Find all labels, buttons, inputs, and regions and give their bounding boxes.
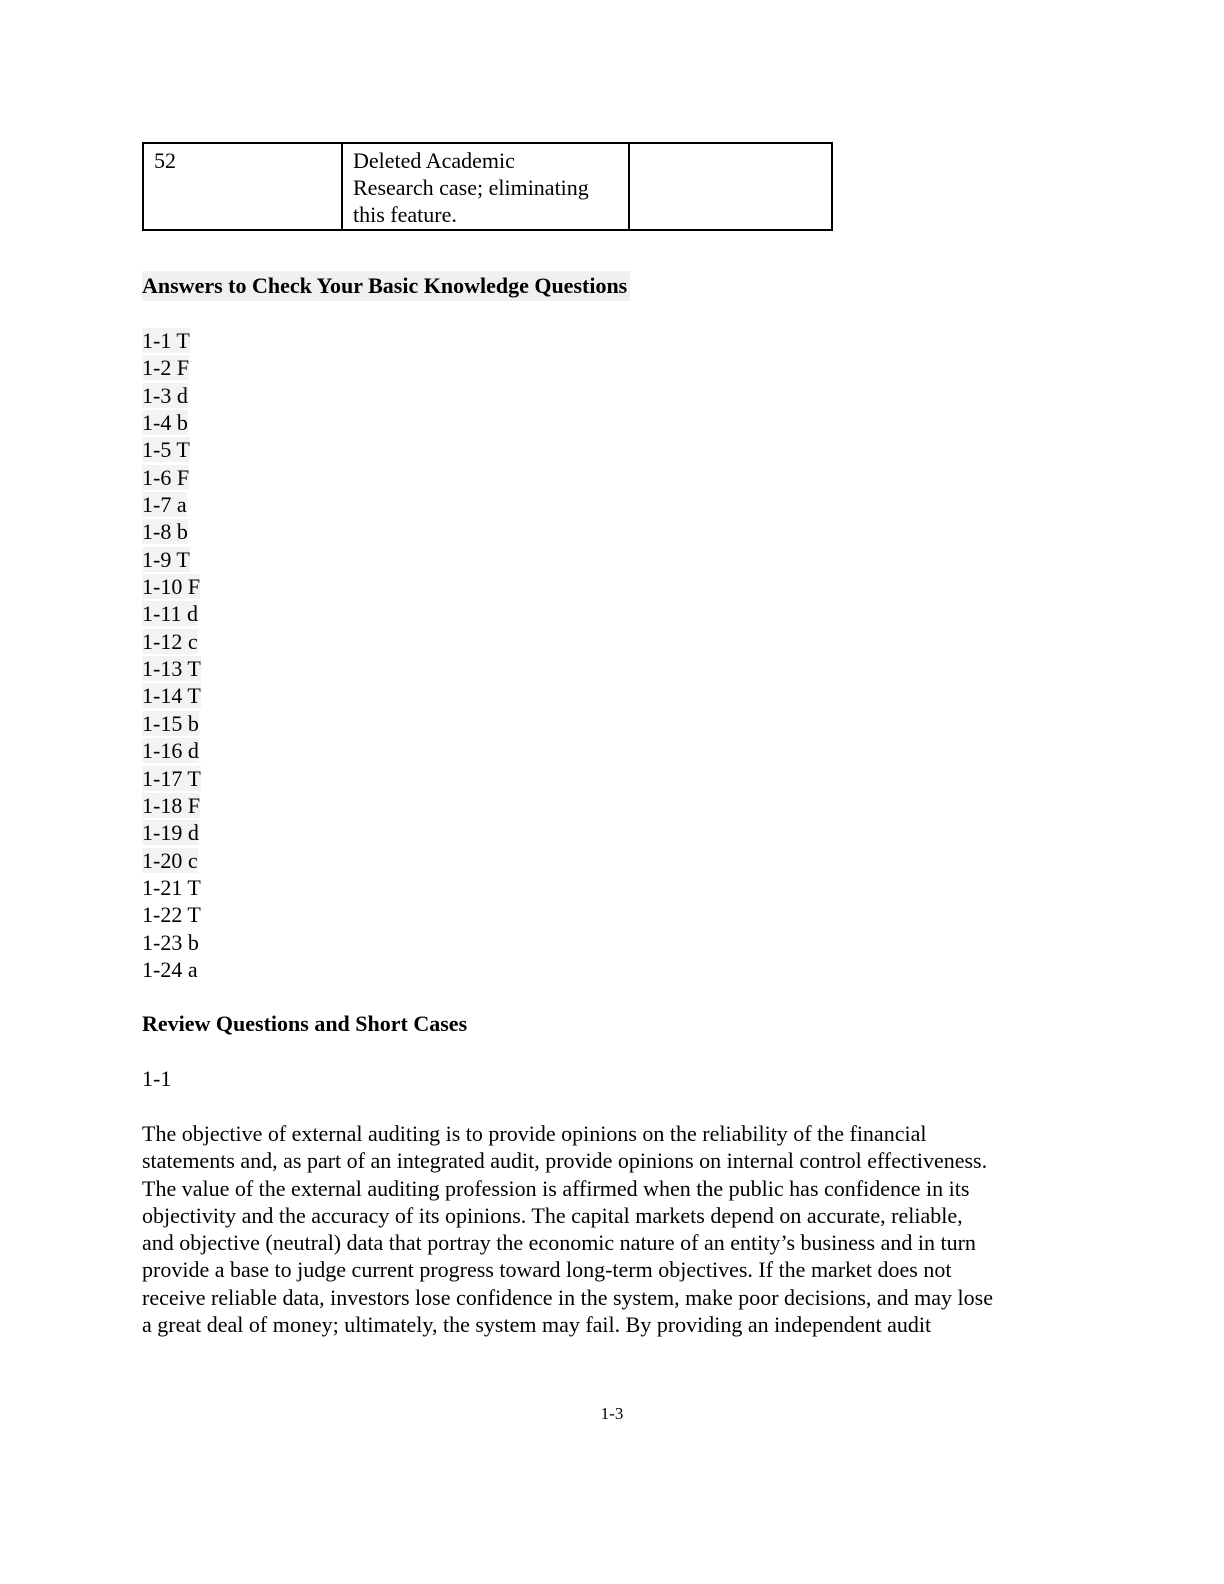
list-item: [142, 792, 201, 819]
list-item: [142, 491, 201, 518]
paragraph-line: a great deal of money; ultimately, the system may fail. By providing an independent audit: [142, 1312, 932, 1338]
list-item: [142, 436, 201, 463]
cell-line: Deleted Academic: [353, 148, 515, 173]
answer-text: 1-15 b: [142, 710, 199, 736]
table-cell-number: [143, 143, 342, 230]
list-item: [142, 710, 201, 737]
paragraph-line: receive reliable data, investors lose confidence in the system, make poor decisions, and may lose: [142, 1284, 993, 1310]
list-item: [142, 929, 201, 956]
answer-text: 1-7 a: [142, 492, 187, 518]
answer-text: 1-5 T: [142, 437, 190, 463]
review-heading: Review Questions and Short Cases: [142, 1011, 468, 1036]
paragraph-line: The objective of external auditing is to provide opinions on the reliability of the financial: [142, 1121, 927, 1146]
table-cell-empty: [629, 143, 832, 230]
answer-text: 1-20 c: [142, 847, 198, 873]
answers-heading: Answers to Check Your Basic Knowledge Questions: [142, 271, 630, 301]
answer-text: 1-2 F: [142, 355, 190, 381]
list-item: [142, 518, 201, 545]
cell-line: this feature.: [353, 202, 457, 227]
list-item: [142, 382, 201, 409]
answer-text: 1-13 T: [142, 656, 201, 682]
answer-text: 1-14 T: [142, 683, 201, 709]
list-item: [142, 409, 201, 436]
answer-text: 1-24 a: [142, 956, 198, 982]
list-item: [142, 847, 201, 874]
cell-text: 52: [154, 148, 176, 173]
answer-text: 1-12 c: [142, 628, 198, 654]
answer-text: 1-17 T: [142, 765, 201, 791]
list-item: [142, 546, 201, 573]
list-item: [142, 464, 201, 491]
answer-text: 1-22 T: [142, 902, 201, 928]
answer-text: 1-19 d: [142, 820, 199, 846]
paragraph-line: statements and, as part of an integrated audit, provide opinions on internal control effectiveness.: [142, 1148, 988, 1174]
question-number: 1-1: [142, 1066, 172, 1091]
list-item: [142, 628, 201, 655]
paragraph-line: The value of the external auditing profession is affirmed when the public has confidence in its: [142, 1175, 970, 1201]
answers-list: [142, 327, 201, 983]
list-item: [142, 327, 201, 354]
list-item: [142, 901, 201, 928]
list-item: [142, 600, 201, 627]
answer-text: 1-6 F: [142, 464, 190, 490]
answer-text: 1-10 F: [142, 574, 201, 600]
answer-text: 1-9 T: [142, 546, 190, 572]
answer-text: 1-21 T: [142, 874, 201, 900]
table-row: [143, 143, 832, 230]
answer-text: 1-11 d: [142, 601, 199, 627]
list-item: [142, 655, 201, 682]
cell-line: Research case; eliminating: [353, 175, 589, 200]
list-item: [142, 956, 201, 983]
paragraph-line: and objective (neutral) data that portray the economic nature of an entity’s business and in turn: [142, 1230, 976, 1256]
paragraph-line: objectivity and the accuracy of its opinions. The capital markets depend on accurate, reliable,: [142, 1202, 963, 1228]
list-item: [142, 874, 201, 901]
answer-text: 1-18 F: [142, 792, 201, 818]
paragraph-line: provide a base to judge current progress toward long-term objectives. If the market does not: [142, 1257, 952, 1283]
answer-text: 1-23 b: [142, 929, 199, 955]
answer-text: 1-3 d: [142, 382, 188, 408]
answer-text: 1-1 T: [142, 328, 190, 353]
answer-text: 1-4 b: [142, 410, 188, 436]
table-cell-description: [342, 143, 629, 230]
list-item: [142, 354, 201, 381]
page-number: 1-3: [600, 1404, 624, 1423]
list-item: [142, 819, 201, 846]
answer-paragraph: [142, 1120, 1072, 1338]
list-item: [142, 765, 201, 792]
list-item: [142, 573, 201, 600]
list-item: [142, 682, 201, 709]
answer-text: 1-8 b: [142, 519, 188, 545]
answer-text: 1-16 d: [142, 738, 199, 764]
revision-table: [142, 142, 833, 231]
list-item: [142, 737, 201, 764]
